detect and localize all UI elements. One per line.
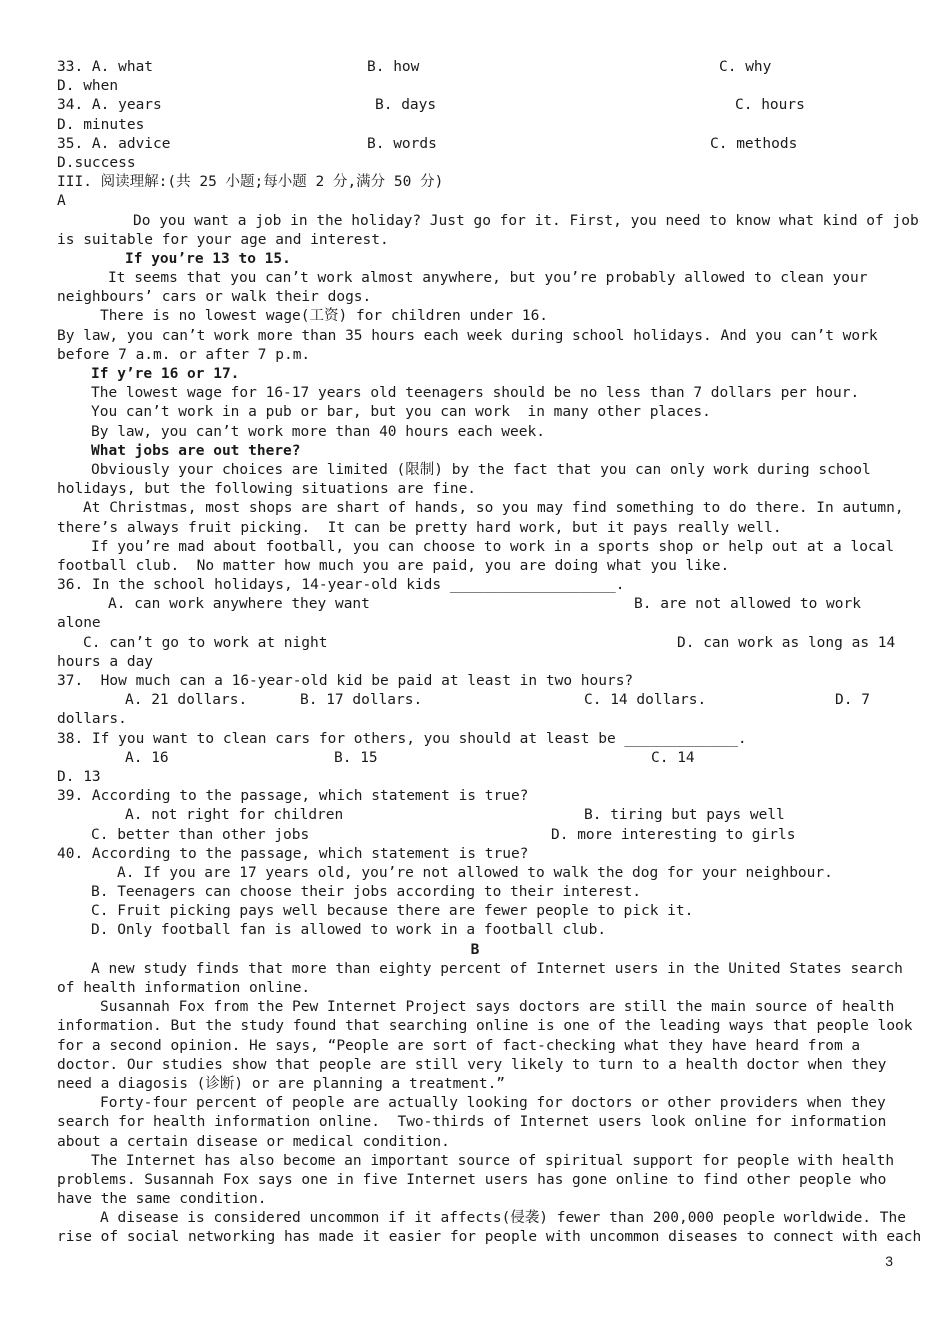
paragraph-line: about a certain disease or medical condition. (57, 1133, 450, 1150)
q33-option-d: D. when (57, 78, 119, 95)
page-number: 3 (885, 1253, 893, 1269)
paragraph-line: have the same condition. (57, 1191, 267, 1208)
q38-option-c: C. 14 (651, 749, 695, 766)
q40-option-d: D. Only football fan is allowed to work in a football club. (91, 922, 607, 939)
paragraph-line: Forty-four percent of people are actually looking for doctors or other providers when they (100, 1095, 886, 1112)
passage-b-label: B (470, 941, 480, 958)
heading-13-15: If you’re 13 to 15. (125, 250, 291, 267)
paragraph-line: By law, you can’t work more than 40 hours each week. (91, 423, 545, 440)
q39-option-a: A. not right for children (125, 807, 344, 824)
paragraph-line: doctor. Our studies show that people are still very likely to turn to a health doctor when they (57, 1056, 887, 1073)
q36-option-a: A. can work anywhere they want (108, 596, 370, 613)
q34-option-b: B. days (375, 97, 437, 114)
paragraph-line: before 7 a.m. or after 7 p.m. (57, 346, 311, 363)
q40-option-b: B. Teenagers can choose their jobs according to their interest. (91, 884, 641, 901)
paragraph-line: football club. No matter how much you are paid, you are doing what you like. (57, 557, 730, 574)
heading-jobs: What jobs are out there? (91, 442, 301, 459)
paragraph-line: need a diagosis (诊断) or are planning a treatment.” (57, 1075, 506, 1092)
q36-option-d-cont: hours a day (57, 653, 154, 670)
q37-option-c: C. 14 dollars. (584, 692, 707, 709)
q38-option-a: A. 16 (125, 749, 169, 766)
q37-option-d-cont: dollars. (57, 711, 127, 728)
paragraph-line: rise of social networking has made it easier for people with uncommon diseases to connect with each (57, 1229, 922, 1246)
document-page (57, 58, 922, 1248)
q33-option-c: C. why (719, 59, 772, 75)
q37-stem: 37. How much can a 16-year-old kid be paid at least in two hours? (57, 673, 634, 689)
paragraph-line: The lowest wage for 16-17 years old teenagers should be no less than 7 dollars per hour. (91, 385, 860, 402)
q33-options (57, 58, 893, 77)
q34-option-d: D. minutes (57, 116, 145, 133)
q40-option-a: A. If you are 17 years old, you’re not allowed to walk the dog for your neighbour. (117, 864, 833, 881)
q39-stem: 39. According to the passage, which statement is true? (57, 788, 529, 805)
paragraph-line: You can’t work in a pub or bar, but you can work in many other places. (91, 404, 711, 421)
paragraph-line: A disease is considered uncommon if it affects(侵袭) fewer than 200,000 people worldwide. The (100, 1210, 906, 1227)
q36-option-c: C. can’t go to work at night (83, 634, 328, 651)
q40-option-c: C. Fruit picking pays well because there are fewer people to pick it. (91, 903, 694, 920)
q33-option-a: 33. A. what (57, 59, 154, 75)
passage-a-intro-cont: is suitable for your age and interest. (57, 231, 389, 248)
paragraph-line: for a second opinion. He says, “People are sort of fact-checking what they have heard from a (57, 1037, 861, 1054)
q35-option-c: C. methods (710, 135, 798, 152)
paragraph-line: problems. Susannah Fox says one in five Internet users has gone online to find other people who (57, 1171, 887, 1188)
paragraph-line: holidays, but the following situations are fine. (57, 481, 477, 498)
q37-option-b: B. 17 dollars. (300, 692, 423, 709)
q35-option-b: B. words (367, 135, 437, 152)
paragraph-line: It seems that you can’t work almost anywhere, but you’re probably allowed to clean your (108, 270, 868, 287)
paragraph-line: The Internet has also become an important source of spiritual support for people with health (91, 1152, 895, 1169)
q35-option-a: 35. A. advice (57, 135, 171, 152)
q36-stem: 36. In the school holidays, 14-year-old kids ___________________. (57, 577, 625, 594)
paragraph-line: Susannah Fox from the Pew Internet Project says doctors are still the main source of health (100, 999, 895, 1016)
paragraph-line: neighbours’ cars or walk their dogs. (57, 289, 372, 306)
q35-options (57, 135, 893, 154)
q38-stem: 38. If you want to clean cars for others, you should at least be _____________. (57, 730, 747, 747)
section-title: III. 阅读理解:(共 25 小题;每小题 2 分,满分 50 分) (57, 174, 444, 191)
q34-option-a: 34. A. years (57, 97, 162, 114)
q36-option-b: B. are not allowed to work (634, 596, 861, 613)
q38-option-d: D. 13 (57, 768, 101, 785)
passage-a-label: A (57, 193, 66, 210)
paragraph-line: there’s always fruit picking. It can be pretty hard work, but it pays really well. (57, 519, 782, 536)
q36-option-b-cont: alone (57, 615, 101, 632)
heading-16-17: If y’re 16 or 17. (91, 366, 240, 382)
paragraph-line: There is no lowest wage(工资) for children under 16. (100, 308, 549, 325)
q37-option-a: A. 21 dollars. (125, 692, 248, 709)
q38-option-b: B. 15 (334, 749, 378, 766)
paragraph-line: At Christmas, most shops are shart of hands, so you may find something to do there. In autumn, (83, 500, 904, 517)
paragraph-line: By law, you can’t work more than 35 hours each week during school holidays. And you can’t work (57, 327, 878, 344)
paragraph-line: A new study finds that more than eighty percent of Internet users in the United States search (91, 960, 903, 977)
q39-option-d: D. more interesting to girls (551, 826, 796, 843)
q36-option-d: D. can work as long as 14 (677, 634, 896, 651)
paragraph-line: search for health information online. Two-thirds of Internet users look online for information (57, 1114, 887, 1131)
q34-option-c: C. hours (735, 97, 805, 114)
passage-a-intro: Do you want a job in the holiday? Just go for it. First, you need to know what kind of job (133, 212, 919, 229)
q39-option-b: B. tiring but pays well (584, 807, 785, 824)
q39-option-c: C. better than other jobs (91, 826, 310, 843)
paragraph-line: If you’re mad about football, you can choose to work in a sports shop or help out at a local (91, 538, 895, 555)
q33-option-b: B. how (367, 59, 420, 75)
paragraph-line: Obviously your choices are limited (限制) by the fact that you can only work during school (91, 461, 871, 478)
paragraph-line: information. But the study found that searching online is one of the leading ways that people look (57, 1018, 913, 1035)
q37-option-d: D. 7 (835, 692, 870, 709)
paragraph-line: of health information online. (57, 980, 311, 996)
q40-stem: 40. According to the passage, which statement is true? (57, 845, 529, 862)
q34-options (57, 96, 893, 115)
q35-option-d: D.success (57, 154, 136, 171)
